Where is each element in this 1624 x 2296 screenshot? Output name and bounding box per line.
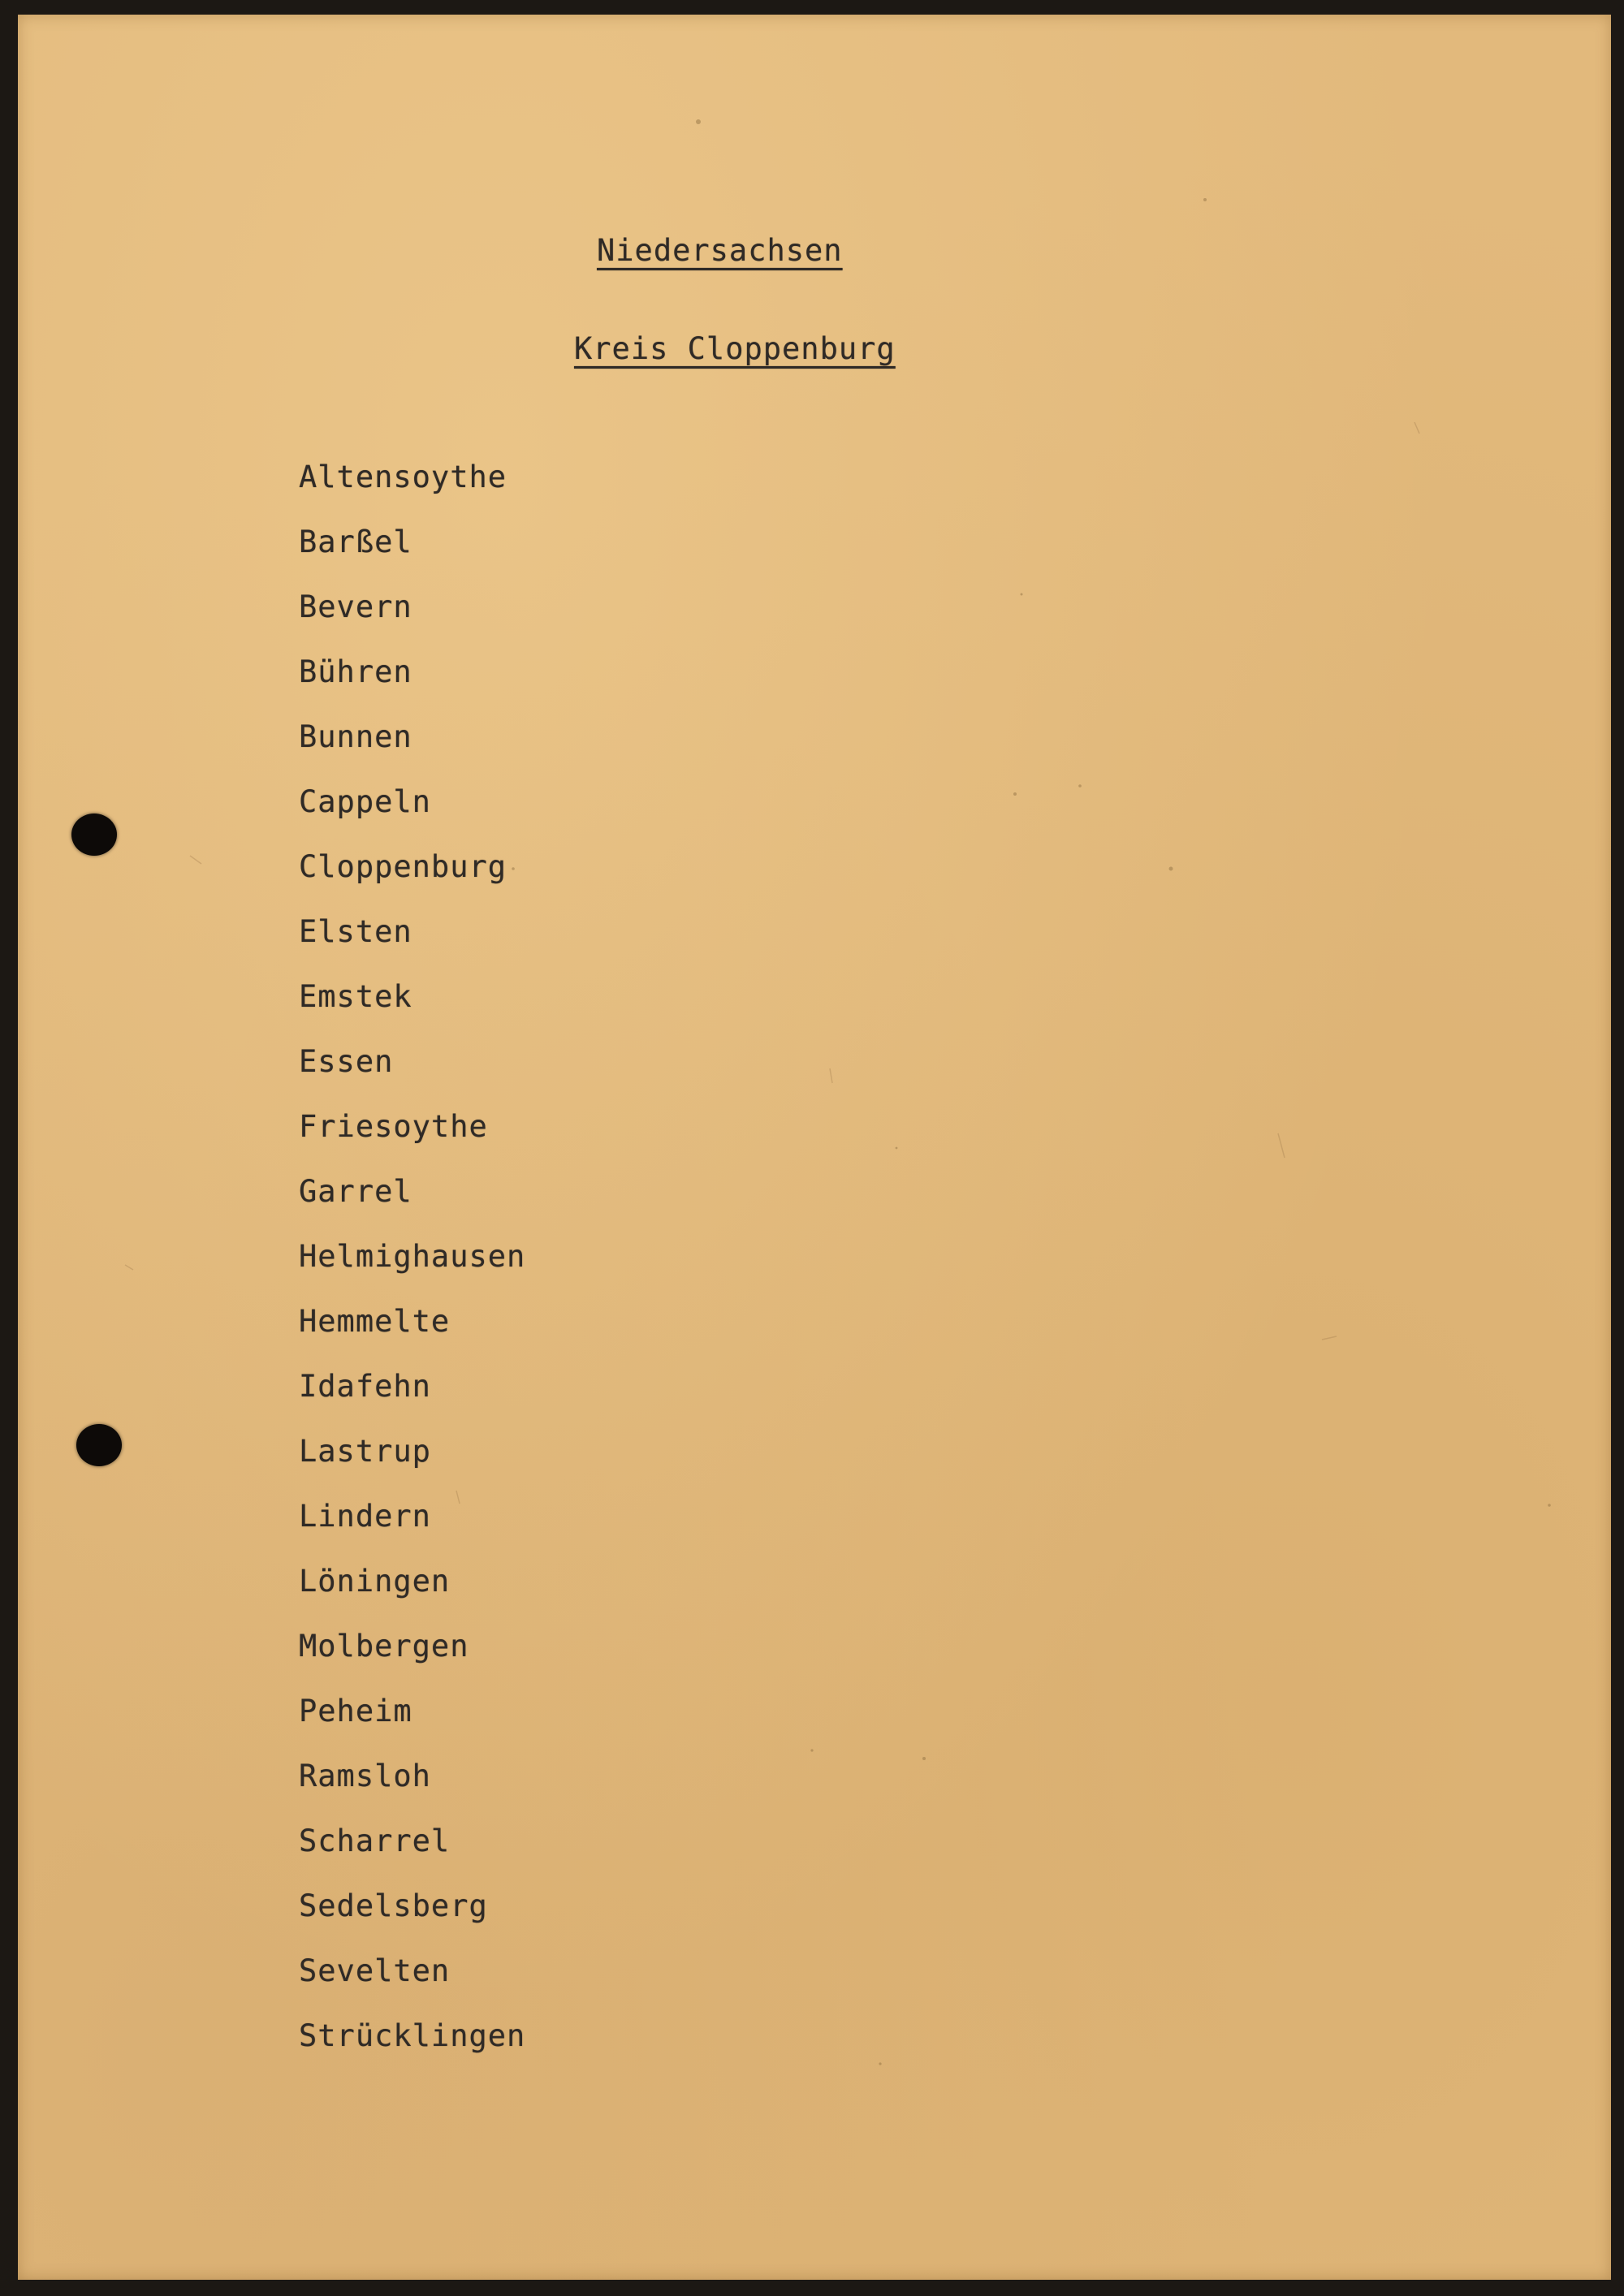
place-name: Sedelsberg — [299, 1888, 488, 1923]
place-name: Hemmelte — [299, 1304, 451, 1339]
place-name: Cloppenburg — [299, 849, 508, 884]
place-name: Scharrel — [299, 1823, 451, 1858]
punch-hole — [76, 1424, 122, 1466]
place-name: Altensoythe — [299, 460, 508, 494]
place-name: Idafehn — [299, 1369, 431, 1404]
place-name: Löningen — [299, 1564, 451, 1599]
place-name: Barßel — [299, 524, 412, 559]
place-list — [299, 457, 525, 2081]
place-name: Molbergen — [299, 1629, 469, 1664]
place-name: Friesoythe — [299, 1109, 488, 1144]
place-name: Lastrup — [299, 1434, 431, 1469]
punch-hole — [71, 814, 117, 856]
place-name: Peheim — [299, 1694, 412, 1728]
place-name: Garrel — [299, 1174, 412, 1209]
place-name: Helmighausen — [299, 1239, 526, 1274]
state-heading: Niedersachsen — [597, 233, 843, 268]
place-name: Sevelten — [299, 1953, 451, 1988]
place-name: Bunnen — [299, 719, 412, 754]
place-name: Emstek — [299, 979, 412, 1014]
place-name: Strücklingen — [299, 2018, 526, 2053]
district-heading: Kreis Cloppenburg — [574, 331, 896, 366]
place-name: Essen — [299, 1044, 394, 1079]
place-name: Bühren — [299, 654, 412, 689]
place-name: Ramsloh — [299, 1759, 431, 1793]
place-name: Cappeln — [299, 784, 431, 819]
place-name: Bevern — [299, 589, 412, 624]
place-name: Lindern — [299, 1499, 431, 1534]
place-name: Elsten — [299, 914, 412, 949]
